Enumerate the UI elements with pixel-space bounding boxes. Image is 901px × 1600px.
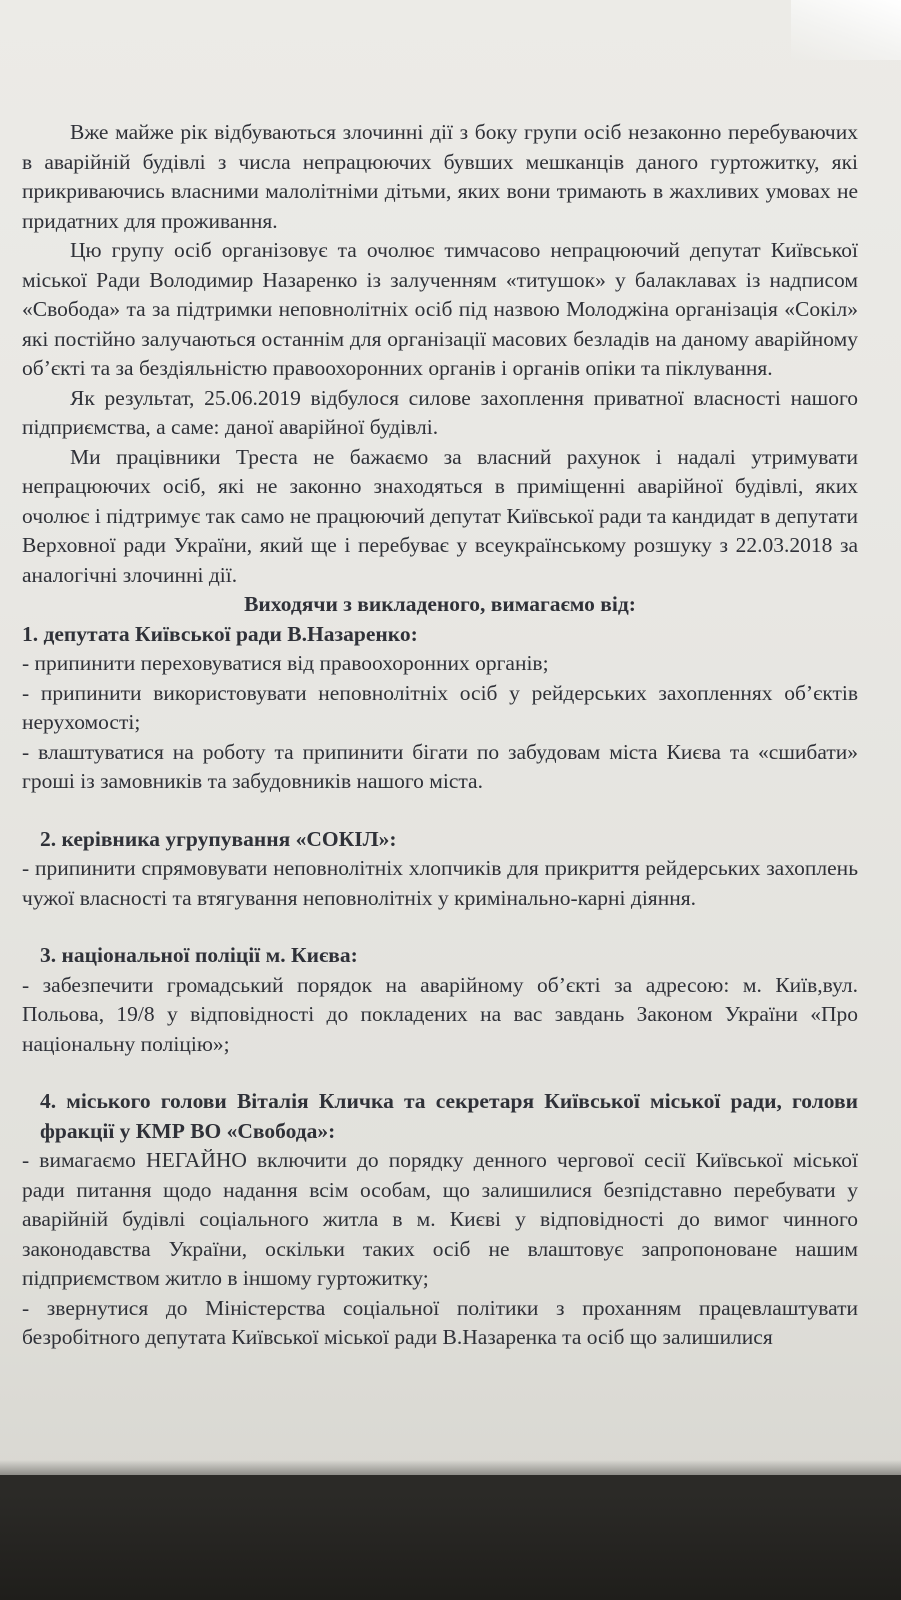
section-4-heading: 4. міського голови Віталія Кличка та секретаря Київської міської ради, голови фракції у КМР ВО «Свобода»: — [40, 1089, 858, 1143]
section-3-heading: 3. національної поліції м. Києва: — [40, 943, 358, 967]
paragraph-2: Цю групу осіб організовує та очолює тимчасово непрацюючий депутат Київської міської Ради Володимир Назаренко із залученням «титушок» у балаклавах із надписом «Свобода» та за підтримки неповнолітніх осіб під назвою Молоджіна організація «Сокіл» які постійно залучаються останнім для організації масових безладів на даному аварійному об’єкті та за бездіяльністю правоохоронних органів і органів опіки та піклування. — [22, 238, 858, 380]
desk-shadow — [0, 1460, 901, 1600]
paragraph-4: Ми працівники Треста не бажаємо за власний рахунок і надалі утримувати непрацюючих осіб, які не законно знаходяться в приміщенні аварійної будівлі, яких очолює і підтримує так само не працюючий депутат Київської ради та кандидат в депутати Верховної ради України, який ще і перебуває у всеукраїнському розшуку з 22.03.2018 за аналогічні злочинні дії. — [22, 444, 858, 587]
section-1-heading: 1. депутата Київської ради В.Назаренко: — [22, 621, 418, 646]
spacer — [22, 797, 858, 825]
section-4-item: - вимагаємо НЕГАЙНО включити до порядку денного чергової сесії Київської міської ради питання щодо надання всім особам, що залишилися безпідставно перебувати у аварійній будівлі соціального житла в м. Києві у відповідності до вимог чинного законодавства України, оскільки таких осіб не влаштовує запропоноване нашим підприємством житло в іншому гуртожитку; — [22, 1148, 858, 1290]
paragraph-1: Вже майже рік відбуваються злочинні дії з боку групи осіб незаконно перебуваючих в аварійній будівлі з числа непрацюючих бувших мешканців даного гуртожитку, які прикриваючись власними малолітніми дітьми, яких вони тримають в жахливих умовах не придатних для проживання. — [22, 120, 858, 233]
section-3-item: - забезпечити громадський порядок на аварійному об’єкті за адресою: м. Київ,вул. Польова, 19/8 у відповідності до покладених на вас завдань Законом України «Про національну поліцію»; — [22, 972, 858, 1056]
spacer — [22, 1059, 858, 1087]
spacer — [22, 913, 858, 941]
section-2-item: - припинити спрямовувати неповнолітніх хлопчиків для прикриття рейдерських захоплень чужої власності та втягування неповнолітніх у кримінально-карні діяння. — [22, 856, 858, 910]
paragraph-3: Як результат, 25.06.2019 відбулося силове захоплення приватної власності нашого підприємства, а саме: даної аварійної будівлі. — [22, 385, 858, 439]
demand-heading: Виходячи з викладеного, вимагаємо від: — [244, 592, 636, 616]
section-2-heading: 2. керівника угрупування «СОКІЛ»: — [40, 826, 397, 851]
document-body — [22, 118, 858, 1353]
stacked-paper-edge — [791, 0, 901, 60]
section-1-item: - припинити використовувати неповнолітніх осіб у рейдерських захопленнях об’єктів нерухомості; — [22, 680, 858, 734]
section-4-item: - звернутися до Міністерства соціальної політики з проханням працевлаштувати безробітного депутата Київської міської ради В.Назаренка та осіб що залишилися — [22, 1295, 858, 1349]
section-1-item: - влаштуватися на роботу та припинити бігати по забудовам міста Києва та «сшибати» гроші із замовників та забудовників нашого міста. — [22, 739, 858, 793]
section-1-item: - припинити переховуватися від правоохоронних органів; — [22, 651, 549, 675]
